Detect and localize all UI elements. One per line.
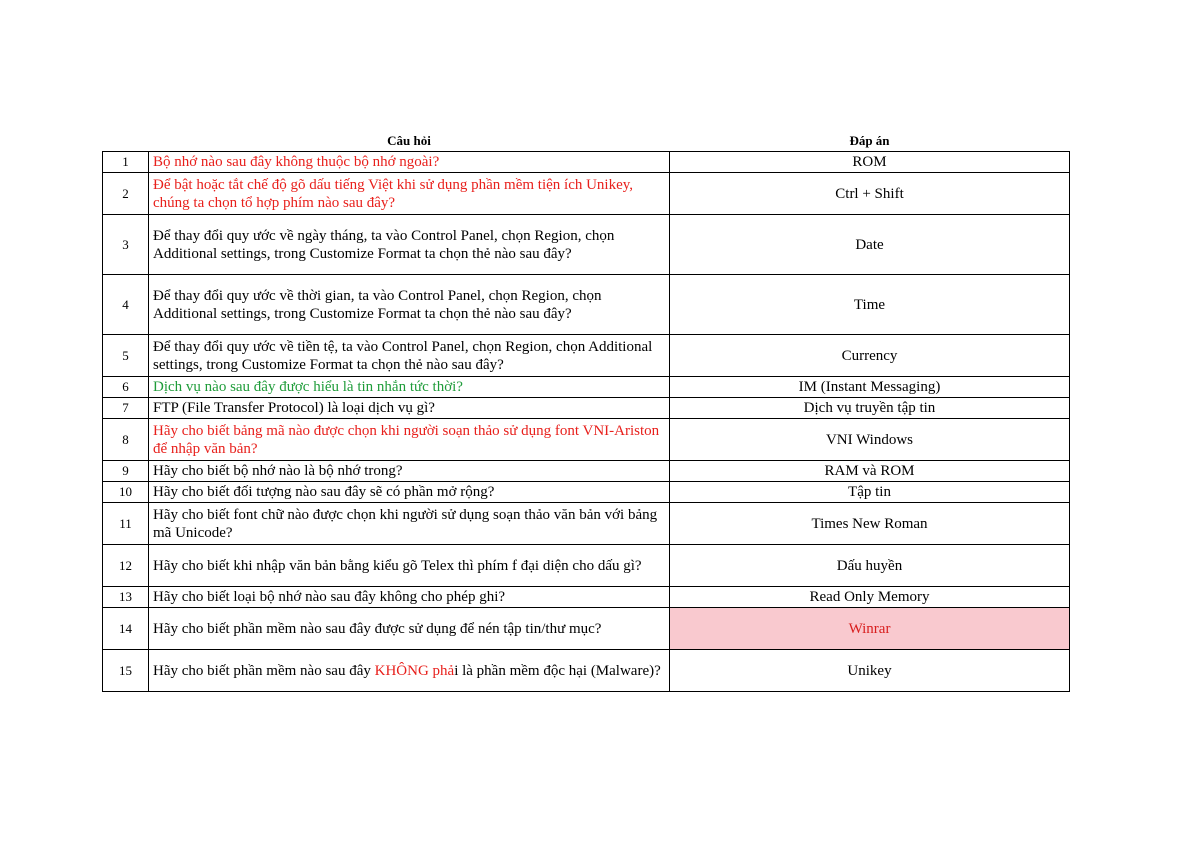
- row-number: 15: [103, 650, 149, 692]
- answer-cell: Currency: [670, 335, 1070, 377]
- row-number: 2: [103, 173, 149, 215]
- answer-cell-highlighted: Winrar: [670, 608, 1070, 650]
- answer-cell: Date: [670, 215, 1070, 275]
- row-number: 4: [103, 275, 149, 335]
- table-row: [103, 215, 1070, 275]
- row-number: 7: [103, 398, 149, 419]
- table-row: [103, 275, 1070, 335]
- answer-cell: Times New Roman: [670, 503, 1070, 545]
- row-number: 14: [103, 608, 149, 650]
- table-row: [103, 482, 1070, 503]
- answer-cell: Tập tin: [670, 482, 1070, 503]
- table-row: [103, 152, 1070, 173]
- question-cell: Để thay đổi quy ước về thời gian, ta vào Control Panel, chọn Region, chọn Additional settings, trong Customize Format ta chọn thẻ nào sau đây?: [149, 275, 670, 335]
- row-number: 12: [103, 545, 149, 587]
- answer-cell: Time: [670, 275, 1070, 335]
- question-cell: Để thay đổi quy ước về tiền tệ, ta vào Control Panel, chọn Region, chọn Additional settings, trong Customize Format ta chọn thẻ nào sau đây?: [149, 335, 670, 377]
- answer-cell: Dịch vụ truyền tập tin: [670, 398, 1070, 419]
- answer-cell: ROM: [670, 152, 1070, 173]
- table-row: [103, 461, 1070, 482]
- question-cell: FTP (File Transfer Protocol) là loại dịch vụ gì?: [149, 398, 670, 419]
- header-question: Câu hỏi: [387, 133, 431, 148]
- question-cell: Hãy cho biết bộ nhớ nào là bộ nhớ trong?: [149, 461, 670, 482]
- answer-cell: IM (Instant Messaging): [670, 377, 1070, 398]
- question-answer-sheet: [102, 132, 1070, 692]
- question-text-part: i là phần mềm độc hại (Malware)?: [454, 662, 661, 679]
- question-cell: Hãy cho biết font chữ nào được chọn khi người sử dụng soạn thảo văn bản với bảng mã Unicode?: [149, 503, 670, 545]
- answer-cell: VNI Windows: [670, 419, 1070, 461]
- question-emphasis: KHÔNG phả: [374, 662, 455, 679]
- table-row: [103, 419, 1070, 461]
- answer-cell: RAM và ROM: [670, 461, 1070, 482]
- question-cell: Bộ nhớ nào sau đây không thuộc bộ nhớ ngoài?: [149, 152, 670, 173]
- table-row: [103, 377, 1070, 398]
- table-row: [103, 335, 1070, 377]
- row-number: 6: [103, 377, 149, 398]
- row-number: 10: [103, 482, 149, 503]
- header-num: [103, 132, 149, 152]
- table-row: [103, 503, 1070, 545]
- row-number: 13: [103, 587, 149, 608]
- question-cell: Để thay đổi quy ước về ngày tháng, ta vào Control Panel, chọn Region, chọn Additional settings, trong Customize Format ta chọn thẻ nào sau đây?: [149, 215, 670, 275]
- table-row: [103, 398, 1070, 419]
- table-row: [103, 587, 1070, 608]
- question-cell: Hãy cho biết phần mềm nào sau đây được sử dụng để nén tập tin/thư mục?: [149, 608, 670, 650]
- row-number: 9: [103, 461, 149, 482]
- question-cell: Hãy cho biết khi nhập văn bản bằng kiểu gõ Telex thì phím f đại diện cho dấu gì?: [149, 545, 670, 587]
- qa-table: [102, 132, 1070, 692]
- row-number: 5: [103, 335, 149, 377]
- question-text-part: Hãy cho biết phần mềm nào sau đây: [153, 662, 375, 679]
- row-number: 3: [103, 215, 149, 275]
- answer-cell: Dấu huyền: [670, 545, 1070, 587]
- table-row: [103, 173, 1070, 215]
- question-cell: Dịch vụ nào sau đây được hiểu là tin nhắn tức thời?: [149, 377, 670, 398]
- row-number: 11: [103, 503, 149, 545]
- question-cell: [149, 650, 670, 692]
- row-number: 1: [103, 152, 149, 173]
- header-answer: Đáp án: [849, 133, 890, 148]
- table-row: [103, 545, 1070, 587]
- table-row: [103, 650, 1070, 692]
- answer-cell: Ctrl + Shift: [670, 173, 1070, 215]
- question-cell: Hãy cho biết loại bộ nhớ nào sau đây không cho phép ghi?: [149, 587, 670, 608]
- question-cell: Để bật hoặc tắt chế độ gõ dấu tiếng Việt khi sử dụng phần mềm tiện ích Unikey, chúng ta chọn tổ hợp phím nào sau đây?: [149, 173, 670, 215]
- question-cell: Hãy cho biết đối tượng nào sau đây sẽ có phần mở rộng?: [149, 482, 670, 503]
- answer-cell: Read Only Memory: [670, 587, 1070, 608]
- question-cell: Hãy cho biết bảng mã nào được chọn khi người soạn thảo sử dụng font VNI-Ariston để nhập văn bản?: [149, 419, 670, 461]
- row-number: 8: [103, 419, 149, 461]
- answer-cell: Unikey: [670, 650, 1070, 692]
- table-row: [103, 608, 1070, 650]
- header-row: [103, 132, 1070, 152]
